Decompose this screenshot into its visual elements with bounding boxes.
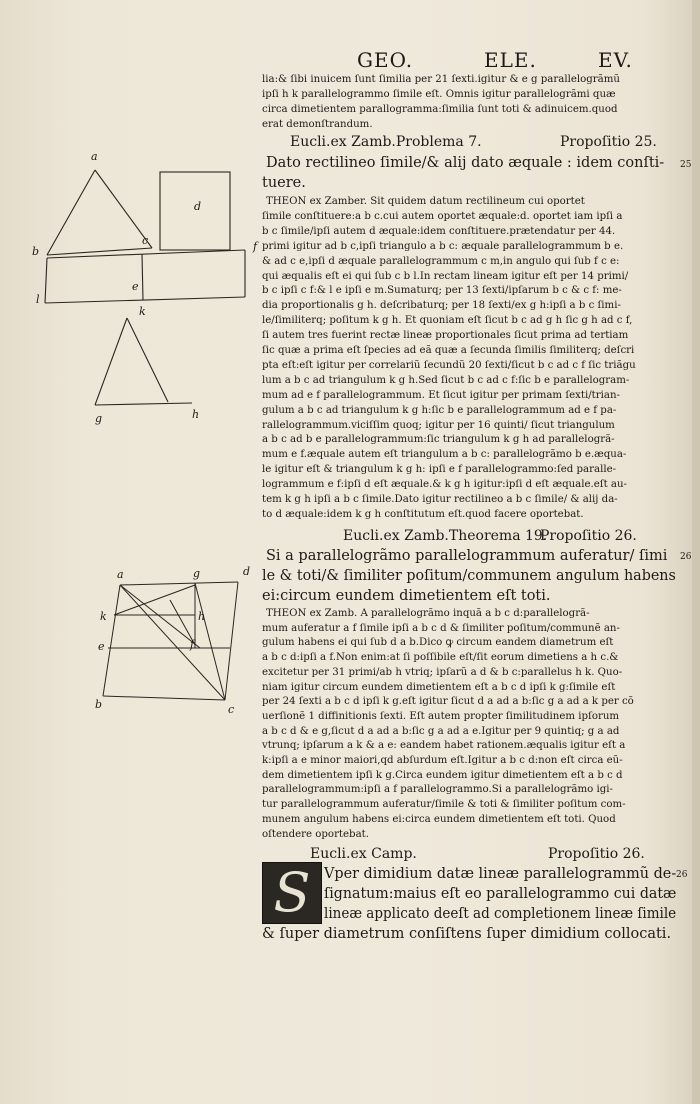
margin-number: 26 bbox=[680, 552, 692, 562]
commentary-line: b c ipſi c f:& l e ipſi e m.Sumaturq; per 13 ſexti/ipſarum b c & c f: me- bbox=[262, 285, 622, 297]
running-header-ele: ELE. bbox=[484, 48, 537, 72]
proposition-statement: Dato rectilineo ſimile/& alij dato æquale : idem conſti- bbox=[266, 155, 665, 171]
section-title: Eucli.ex Zamb.Problema 7. bbox=[290, 134, 482, 150]
fig2-label-a: a bbox=[117, 568, 124, 581]
commentary-line: le/ſimiliterq; poſitum k g h. Et quoniam eſt ſicut b c ad g h ſic g h ad c f, bbox=[262, 315, 633, 327]
commentary-line: THEON ex Zamb. A parallelogrãmo inquã a b c d:parallelogrã- bbox=[266, 608, 590, 619]
commentary-line: ſic quæ a prima eſt ſpecies ad eã quæ a ſecunda ſimilis ſimiliterq; deſcri bbox=[262, 345, 635, 356]
commentary-line: & ad c e,ipſi d æquale parallelogrammum c m,in angulo qui ſub f c e: bbox=[262, 255, 620, 267]
commentary-line: a b c ad b e parallelogrammum:ſic triangulum k g h ad parallelogrã- bbox=[262, 434, 615, 446]
commentary-line: dia proportionalis g h. deſcribaturq; per 18 ſexti/ex g h:ipſi a b c ſimi- bbox=[262, 300, 621, 312]
commentary-line: lum a b c ad triangulum k g h.Sed ſicut b c ad c f:ſic b e parallelogram- bbox=[262, 374, 630, 386]
commentary-line: niam igitur circum eundem dimetientem eſt a b c d ipſi k g:ſimile eſt bbox=[262, 681, 616, 693]
commentary-line: b c ſimile/ipſi autem d æquale:idem conſtituere.prætendatur per 44. bbox=[262, 225, 616, 237]
decorated-initial bbox=[262, 862, 322, 924]
text-line: erat demonſtrandum. bbox=[262, 119, 373, 130]
commentary-line: THEON ex Zamber. Sit quidem datum rectilineum cui oportet bbox=[266, 196, 585, 207]
commentary-line: to d æquale:idem k g h conſtitutum eſt.quod facere oportebat. bbox=[262, 508, 584, 520]
commentary-line: oſtendere oportebat. bbox=[262, 828, 369, 840]
fig2-label-g: g bbox=[193, 567, 201, 580]
text-line: circa dimetientem parallogramma:ſimilia ſunt toti & adinuicem.quod bbox=[262, 104, 618, 115]
fig2-label-d: d bbox=[243, 565, 251, 578]
proposition-statement: lineæ applicato deeſt ad completionem lineæ ſimile bbox=[324, 906, 677, 922]
fig1-label-h: h bbox=[192, 408, 200, 421]
text-line: ipſi h k parallelogrammo ſimile eſt. Omnis igitur parallelogrãmi quæ bbox=[262, 89, 616, 100]
commentary-line: k:ipſi a e minor maiori,qd abſurdum eſt.Igitur a b c d:non eſt circa eũ- bbox=[262, 755, 623, 766]
fig1-label-d: d bbox=[194, 200, 202, 213]
margin-number: 26 bbox=[676, 870, 688, 880]
proposition-number: Propoſitio 25. bbox=[560, 134, 657, 150]
fig1-label-a: a bbox=[91, 150, 98, 163]
running-header-geo: GEO. bbox=[357, 48, 414, 72]
commentary-line: excitetur per 31 primi/ab h vtriq; ipſarũ a d & b c:parallelus h k. Quo- bbox=[262, 666, 623, 678]
commentary-line: qui æqualis eſt ei qui ſub c b l.In rectam lineam igitur eſt per 14 primi/ bbox=[262, 270, 629, 282]
page-edge bbox=[692, 0, 700, 1104]
commentary-line: primi igitur ad b c,ipſi triangulo a b c: æquale parallelogrammum b e. bbox=[262, 240, 624, 252]
commentary-line: gulum a b c ad triangulum k g h:ſic b e parallelogrammum ad e f pa- bbox=[262, 404, 617, 416]
commentary-line: parallelogrammum:ipſi a f parallelogrammo.Si a parallelogrãmo igi- bbox=[262, 784, 613, 796]
commentary-line: tem k g h ipſi a b c ſimile.Dato igitur rectilineo a b c ſimile/ & alij da- bbox=[262, 494, 618, 505]
fig2-label-k: k bbox=[100, 610, 107, 623]
fig2-label-h: h bbox=[198, 610, 206, 623]
commentary-line: gulum habens ei qui ſub d a b.Dico ꝙ circum eandem diametrum eſt bbox=[262, 637, 614, 649]
commentary-line: a b c d:ipſi a f.Non enim:at ſi poſſibile eſt/ſit eorum dimetiens a h c.& bbox=[262, 652, 619, 664]
proposition-statement: Vper dimidium datæ lineæ parallelogrammũ de- bbox=[324, 866, 677, 882]
fig2-label-f: f bbox=[190, 638, 195, 651]
commentary-line: mum e f.æquale autem eſt triangulum a b c: parallelogrãmo b e.æqua- bbox=[262, 449, 627, 461]
commentary-line: dem dimetientem ipſi k g.Circa eundem igitur dimetientem eſt a b c d bbox=[262, 769, 623, 781]
commentary-line: ſi autem tres fuerint rectæ lineæ proportionales ſicut prima ad tertiam bbox=[262, 330, 629, 342]
commentary-line: rallelogrammum.viciſſim quoq; igitur per 16 quinti/ ſicut triangulum bbox=[262, 419, 615, 431]
section-title: Eucli.ex Camp. bbox=[310, 846, 417, 862]
proposition-statement: tuere. bbox=[262, 175, 306, 191]
commentary-line: per 24 ſexti a b c d ipſi k g.eſt igitur ſicut d a ad a b:ſic g a ad a k per cõ bbox=[262, 696, 634, 708]
fig1-label-k: k bbox=[139, 305, 146, 318]
commentary-line: tur parallelogrammum auferatur/ſimile & toti & ſimiliter poſitum com- bbox=[262, 799, 626, 811]
text-line: lia:& ſibi inuicem ſunt ſimilia per 21 ſexti.igitur & e g parallelogrãmũ bbox=[262, 74, 620, 85]
commentary-line: a b c d & e g,ſicut d a ad a b:ſic g a ad a e.Igitur per 9 quintiq; g a ad bbox=[262, 725, 620, 737]
section-title: Eucli.ex Zamb.Theorema 19. bbox=[343, 528, 548, 544]
fig1-label-g: g bbox=[95, 412, 103, 425]
fig1-label-c: c bbox=[142, 234, 149, 247]
commentary-line: pta eſt:eſt igitur per correlariũ ſecundũ 20 ſexti/ſicut b c ad c f ſic triãgu bbox=[262, 359, 636, 371]
margin-number: 25 bbox=[680, 160, 692, 170]
fig1-label-e: e bbox=[132, 280, 139, 293]
proposition-statement: Si a parallelogrãmo parallelogrammum auferatur/ ſimi bbox=[266, 548, 668, 564]
fig1-label-l: l bbox=[36, 293, 40, 306]
fig2-label-c: c bbox=[228, 703, 235, 716]
fig2-label-e: e bbox=[98, 640, 105, 653]
proposition-statement: & ſuper diametrum conſiſtens ſuper dimidium collocati. bbox=[262, 926, 672, 942]
commentary-line: mum auferatur a f ſimile ipſi a b c d & ſimiliter poſitum/communẽ an- bbox=[262, 622, 620, 634]
commentary-line: le igitur eſt & triangulum k g h: ipſi e f parallelogrammo:ſed paralle- bbox=[262, 464, 617, 476]
commentary-line: ſimile conſtituere:a b c.cui autem oportet æquale:d. oportet iam ipſi a bbox=[262, 210, 623, 222]
commentary-line: uerſionẽ 1 diffinitionis ſexti. Eſt autem propter ſimilitudinem ipſorum bbox=[262, 710, 620, 722]
commentary-line: vtrunq; ipſarum a k & a e: eandem habet rationem.æqualis igitur eſt a bbox=[262, 740, 626, 752]
proposition-statement: le & toti/& ſimiliter poſitum/communem angulum habens bbox=[262, 568, 676, 584]
running-header-ev: EV. bbox=[598, 48, 633, 72]
fig2-label-b: b bbox=[95, 698, 103, 711]
fig1-label-f: f bbox=[253, 240, 258, 253]
commentary-line: mum ad e f parallelogrammum. Et ſicut igitur per primam ſexti/trian- bbox=[262, 389, 620, 401]
proposition-number: Propoſitio 26. bbox=[540, 528, 637, 544]
fig1-label-b: b bbox=[32, 245, 40, 258]
commentary-line: munem angulum habens ei:circa eundem dimetientem eſt toti. Quod bbox=[262, 813, 616, 825]
proposition-statement: ſignatum:maius eſt eo parallelogrammo cui datæ bbox=[324, 886, 677, 902]
initial-letter: S bbox=[273, 861, 311, 924]
proposition-number: Propoſitio 26. bbox=[548, 846, 645, 862]
commentary-line: logrammum e f:ipſi d eſt æquale.& k g h igitur:ipſi d eſt æquale.eſt au- bbox=[262, 479, 627, 491]
proposition-statement: ei:circum eundem dimetientem eſt toti. bbox=[262, 588, 551, 604]
